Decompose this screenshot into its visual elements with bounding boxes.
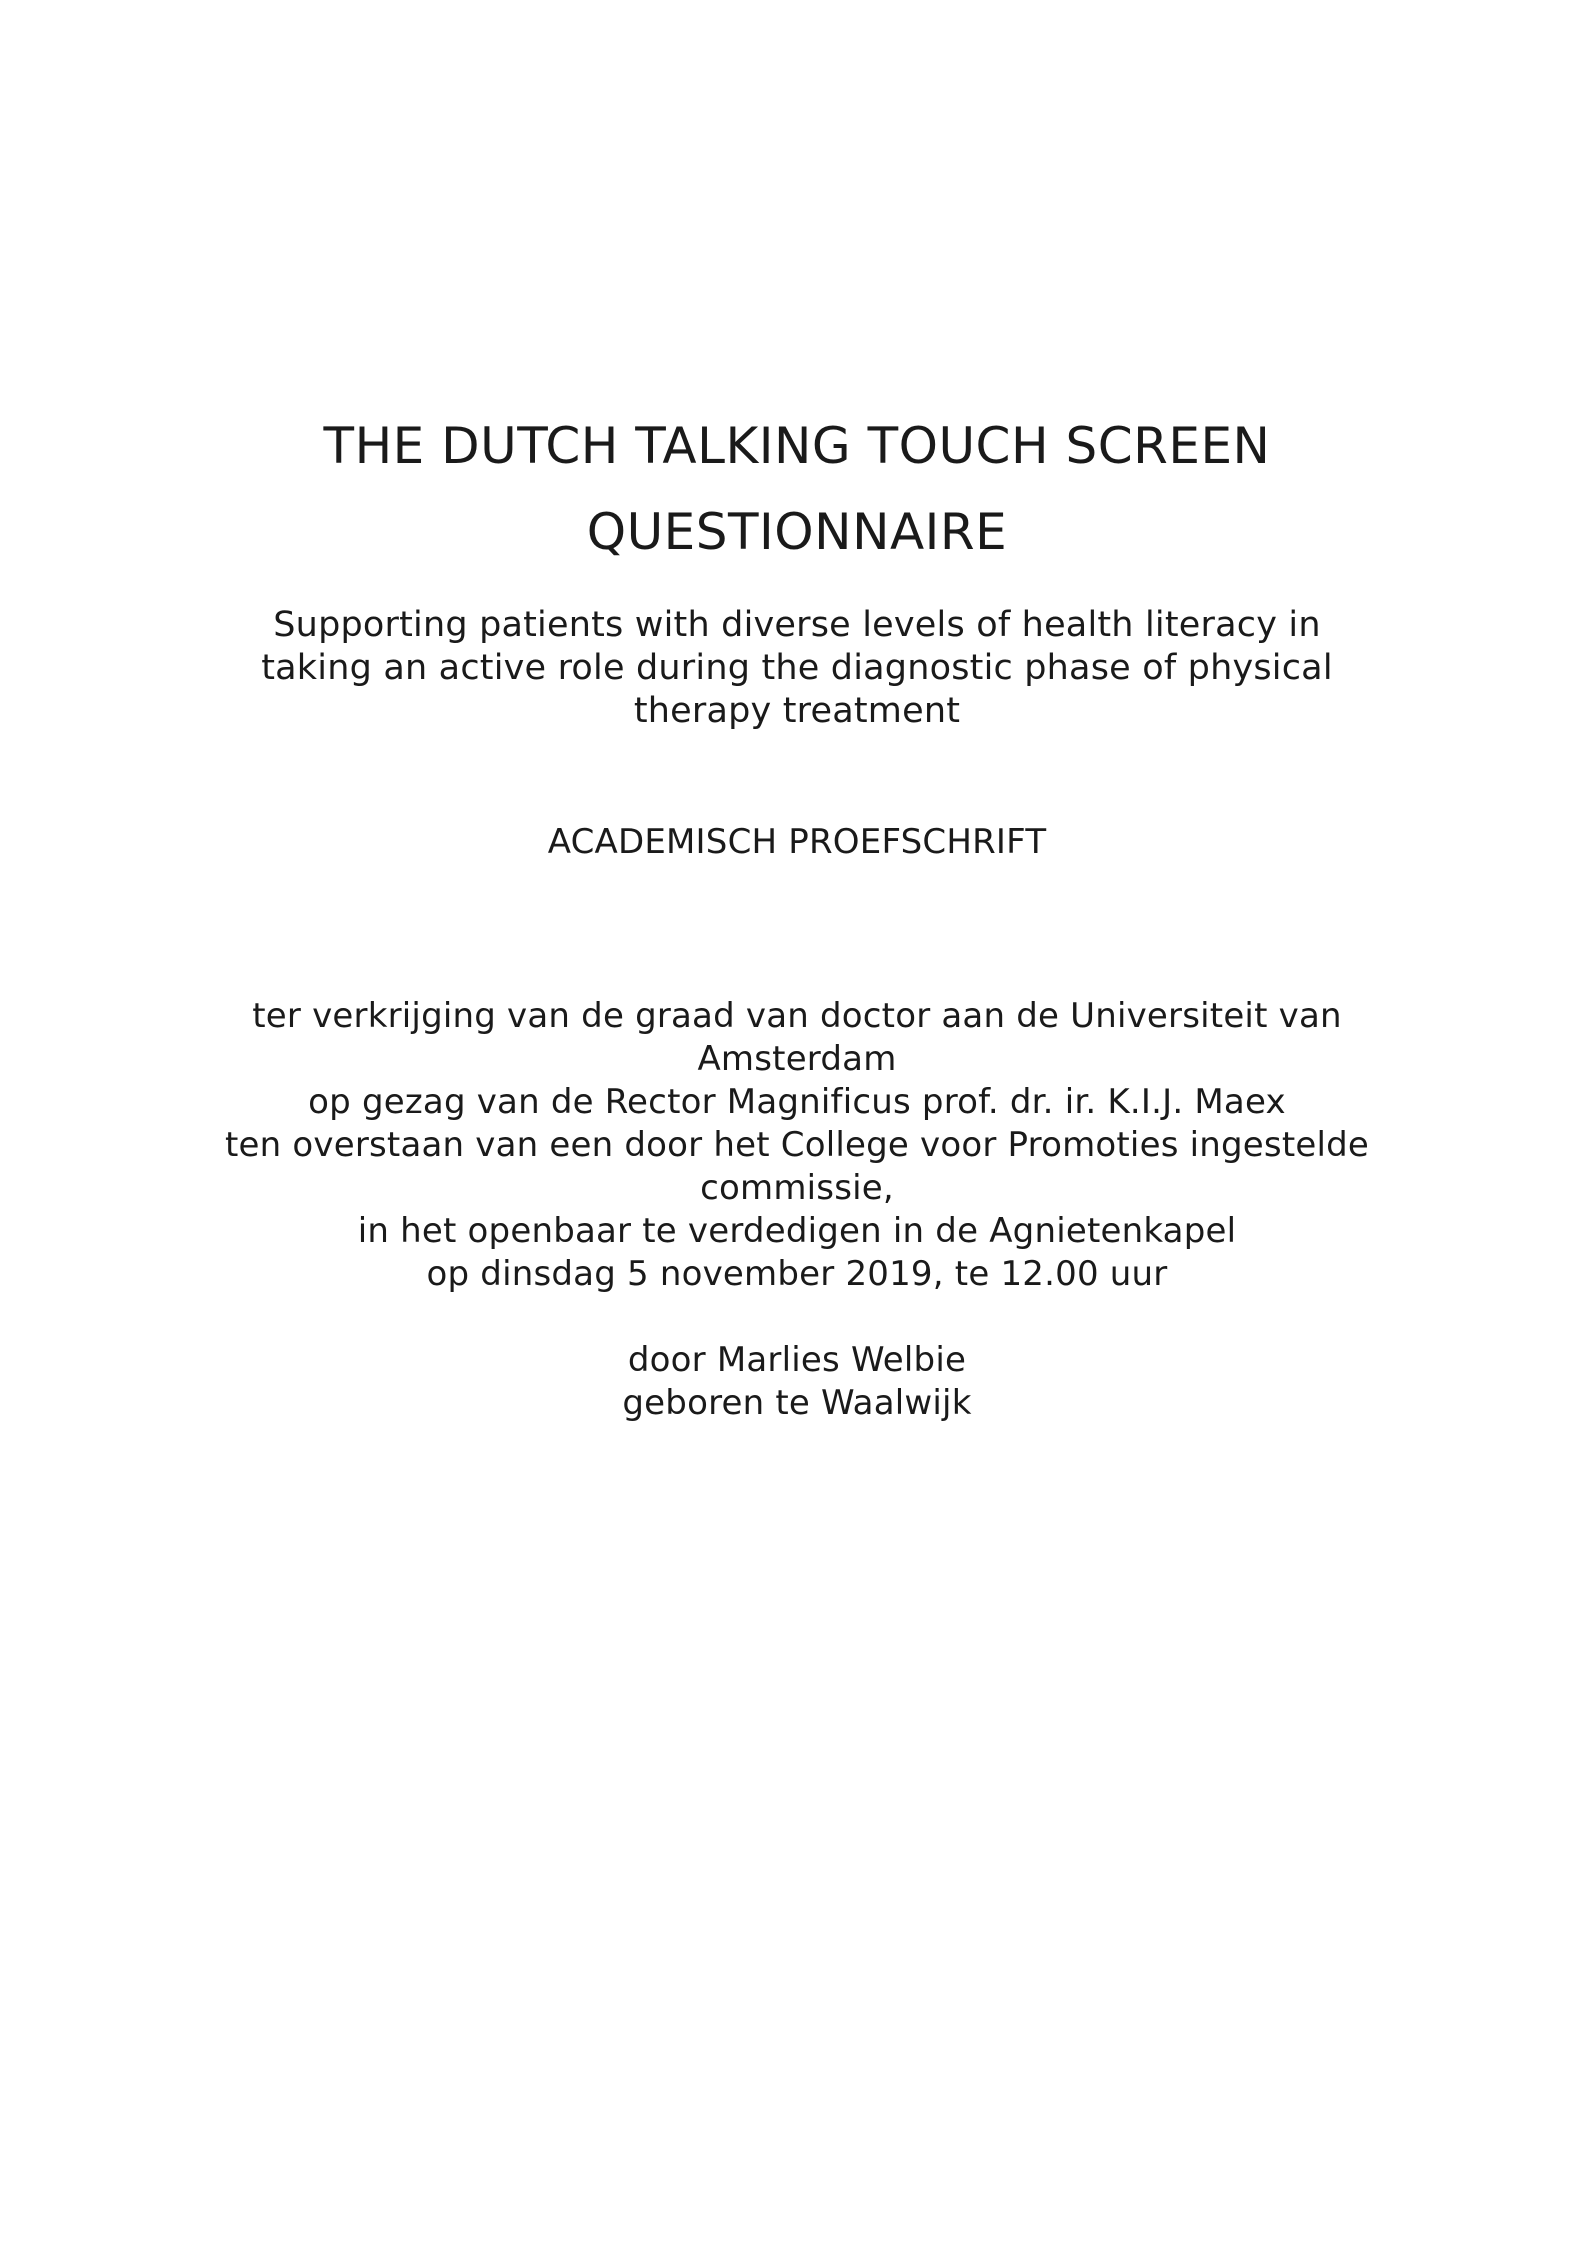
degree-statement-line-2: Amsterdam <box>697 1039 897 1079</box>
degree-statement-line-7: op dinsdag 5 november 2019, te 12.00 uur <box>426 1254 1168 1294</box>
degree-statement-line-3: op gezag van de Rector Magnificus prof. dr. ir. K.I.J. Maex <box>308 1082 1286 1122</box>
thesis-title-line-2: QUESTIONNAIRE <box>586 503 1008 561</box>
subtitle-line-2: taking an active role during the diagnostic phase of physical <box>261 648 1333 688</box>
thesis-title-line-1: THE DUTCH TALKING TOUCH SCREEN <box>323 417 1271 475</box>
subtitle-line-1: Supporting patients with diverse levels of health literacy in <box>273 605 1321 645</box>
degree-statement-line-4: ten overstaan van een door het College voor Promoties ingestelde <box>224 1125 1370 1165</box>
subtitle-line-3: therapy treatment <box>633 691 961 731</box>
degree-statement-line-5: commissie, <box>700 1168 894 1208</box>
degree-statement-line-1: ter verkrijging van de graad van doctor aan de Universiteit van <box>252 996 1342 1036</box>
degree-statement-line-6: in het openbaar te verdedigen in de Agnietenkapel <box>357 1211 1237 1251</box>
author-birthplace: geboren te Waalwijk <box>622 1383 972 1423</box>
thesis-type: ACADEMISCH PROEFSCHRIFT <box>547 822 1047 862</box>
author-name: door Marlies Welbie <box>627 1340 967 1380</box>
